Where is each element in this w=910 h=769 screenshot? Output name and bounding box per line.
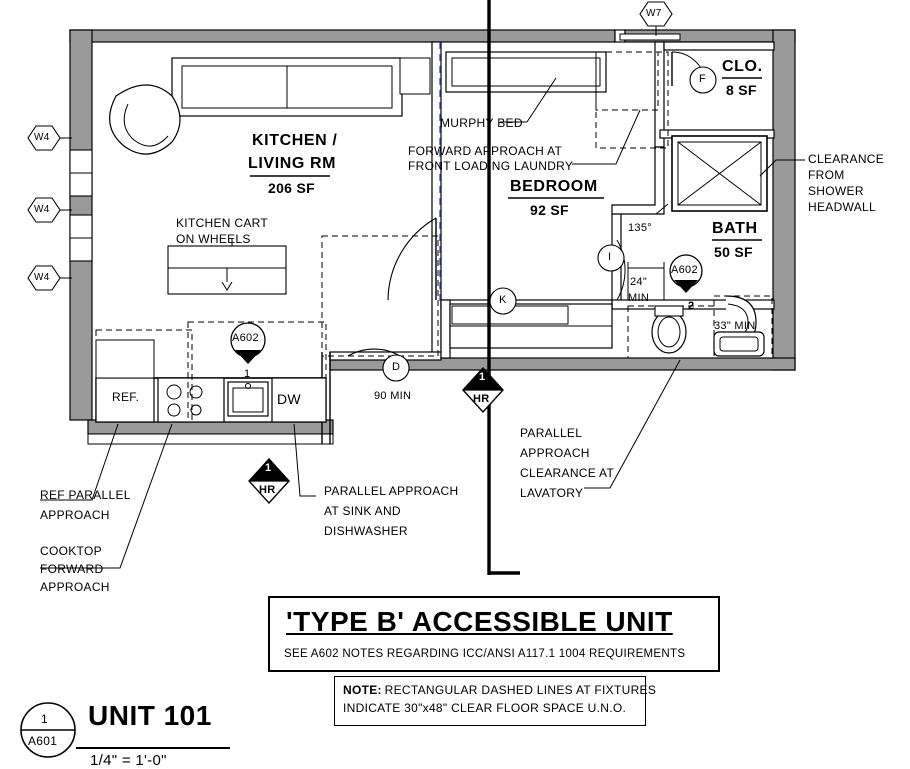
annotation-lavatory-3: CLEARANCE AT	[520, 466, 615, 480]
annotation-sink-dw-2: AT SINK AND	[324, 504, 401, 518]
annotation-shower-clearance-1: CLEARANCE	[808, 152, 885, 166]
plan-scale: 1/4" = 1'-0"	[90, 752, 167, 769]
note-label: NOTE:	[343, 683, 382, 697]
room-area-bath: 50 SF	[714, 244, 753, 260]
annotation-kitchen-cart-1: KITCHEN CART	[176, 216, 269, 230]
window-tag-label-w4-2: W4	[34, 204, 50, 215]
title-block-main-title: 'TYPE B' ACCESSIBLE UNIT	[286, 606, 673, 637]
door-tag-label-i: I	[608, 251, 612, 263]
armchair-symbol	[110, 85, 180, 154]
note-line-2: INDICATE 30"x48" CLEAR FLOOR SPACE U.N.O.	[343, 701, 627, 715]
room-area-closet: 8 SF	[726, 82, 757, 98]
room-label-kitchen-living-1: KITCHEN /	[252, 132, 338, 149]
annotation-lavatory-4: LAVATORY	[520, 486, 584, 500]
dimension-24-min-value: 24"	[630, 276, 648, 288]
annotation-lavatory-2: APPROACH	[520, 446, 590, 460]
hr-tag-1-label: HR	[259, 484, 276, 496]
hr-tag-1-number: 1	[265, 462, 272, 474]
annotation-cooktop-3: APPROACH	[40, 580, 110, 594]
annotation-lavatory-1: PARALLEL	[520, 426, 583, 440]
annotation-shower-clearance-2: FROM	[808, 168, 845, 182]
detail-tag-number-bath: 2	[688, 300, 695, 312]
note-box	[334, 676, 657, 726]
annotation-kitchen-cart-2: ON WHEELS	[176, 232, 251, 246]
murphy-bed-symbol	[446, 52, 606, 92]
annotation-sink-dw-3: DISHWASHER	[324, 524, 408, 538]
kitchen-cart-symbol	[168, 246, 286, 294]
hr-tag-2-number: 1	[479, 371, 486, 383]
sheet-number: A601	[28, 734, 58, 748]
plan-title: UNIT 101	[88, 700, 212, 731]
detail-number: 1	[41, 712, 48, 726]
shower-symbol	[672, 136, 767, 211]
room-label-closet: CLO.	[722, 58, 763, 75]
door-tag-label-k: K	[499, 294, 507, 306]
room-label-kitchen-living-2: LIVING RM	[248, 155, 337, 172]
detail-tag-label-a602-bath: A602	[671, 264, 698, 276]
room-area-kitchen-living: 206 SF	[268, 180, 315, 196]
appliance-label-refrigerator: REF.	[112, 390, 140, 404]
door-tag-label-d: D	[392, 361, 401, 373]
room-label-bath: BATH	[712, 220, 758, 237]
annotation-shower-clearance-3: SHOWER	[808, 184, 864, 198]
annotation-sink-dw-1: PARALLEL APPROACH	[324, 484, 459, 498]
annotation-laundry-approach-1: FORWARD APPROACH AT	[408, 144, 563, 158]
window-tag-label-w7: W7	[646, 8, 662, 19]
appliance-label-dishwasher: DW	[277, 391, 301, 407]
room-area-bedroom: 92 SF	[530, 202, 569, 218]
window-tag-label-w4-3: W4	[34, 272, 50, 283]
annotation-ref-parallel-1: REF PARALLEL	[40, 488, 131, 502]
bedroom-casework	[450, 304, 612, 348]
dimension-90-min: 90 MIN	[374, 390, 412, 402]
dimension-24-min-label: MIN	[628, 292, 650, 304]
title-block-subtitle: SEE A602 NOTES REGARDING ICC/ANSI A117.1 1004 REQUIREMENTS	[284, 648, 686, 660]
note-line-1: RECTANGULAR DASHED LINES AT FIXTURES	[381, 683, 657, 697]
annotation-murphy-bed: MURPHY BED	[440, 116, 523, 130]
dimension-135-degrees: 135°	[628, 222, 652, 234]
detail-tag-label-a602-kitchen: A602	[232, 332, 259, 344]
hr-tag-2-label: HR	[473, 393, 490, 405]
title-block	[268, 596, 720, 672]
bedroom-door-swing	[388, 218, 436, 300]
door-tag-label-f: F	[699, 73, 707, 85]
annotation-cooktop-1: COOKTOP	[40, 544, 102, 558]
sofa-symbol	[172, 58, 430, 116]
window-tag-label-w4-1: W4	[34, 132, 50, 143]
toilet-symbol	[652, 306, 686, 353]
annotation-ref-parallel-2: APPROACH	[40, 508, 110, 522]
annotation-cooktop-2: FORWARD	[40, 562, 104, 576]
room-label-bedroom: BEDROOM	[510, 178, 598, 195]
dimension-33-min: 33" MIN	[714, 320, 756, 332]
annotation-laundry-approach-2: FRONT LOADING LAUNDRY	[408, 159, 574, 173]
annotation-shower-clearance-4: HEADWALL	[808, 200, 876, 214]
detail-tag-number-kitchen: 1	[244, 368, 251, 380]
